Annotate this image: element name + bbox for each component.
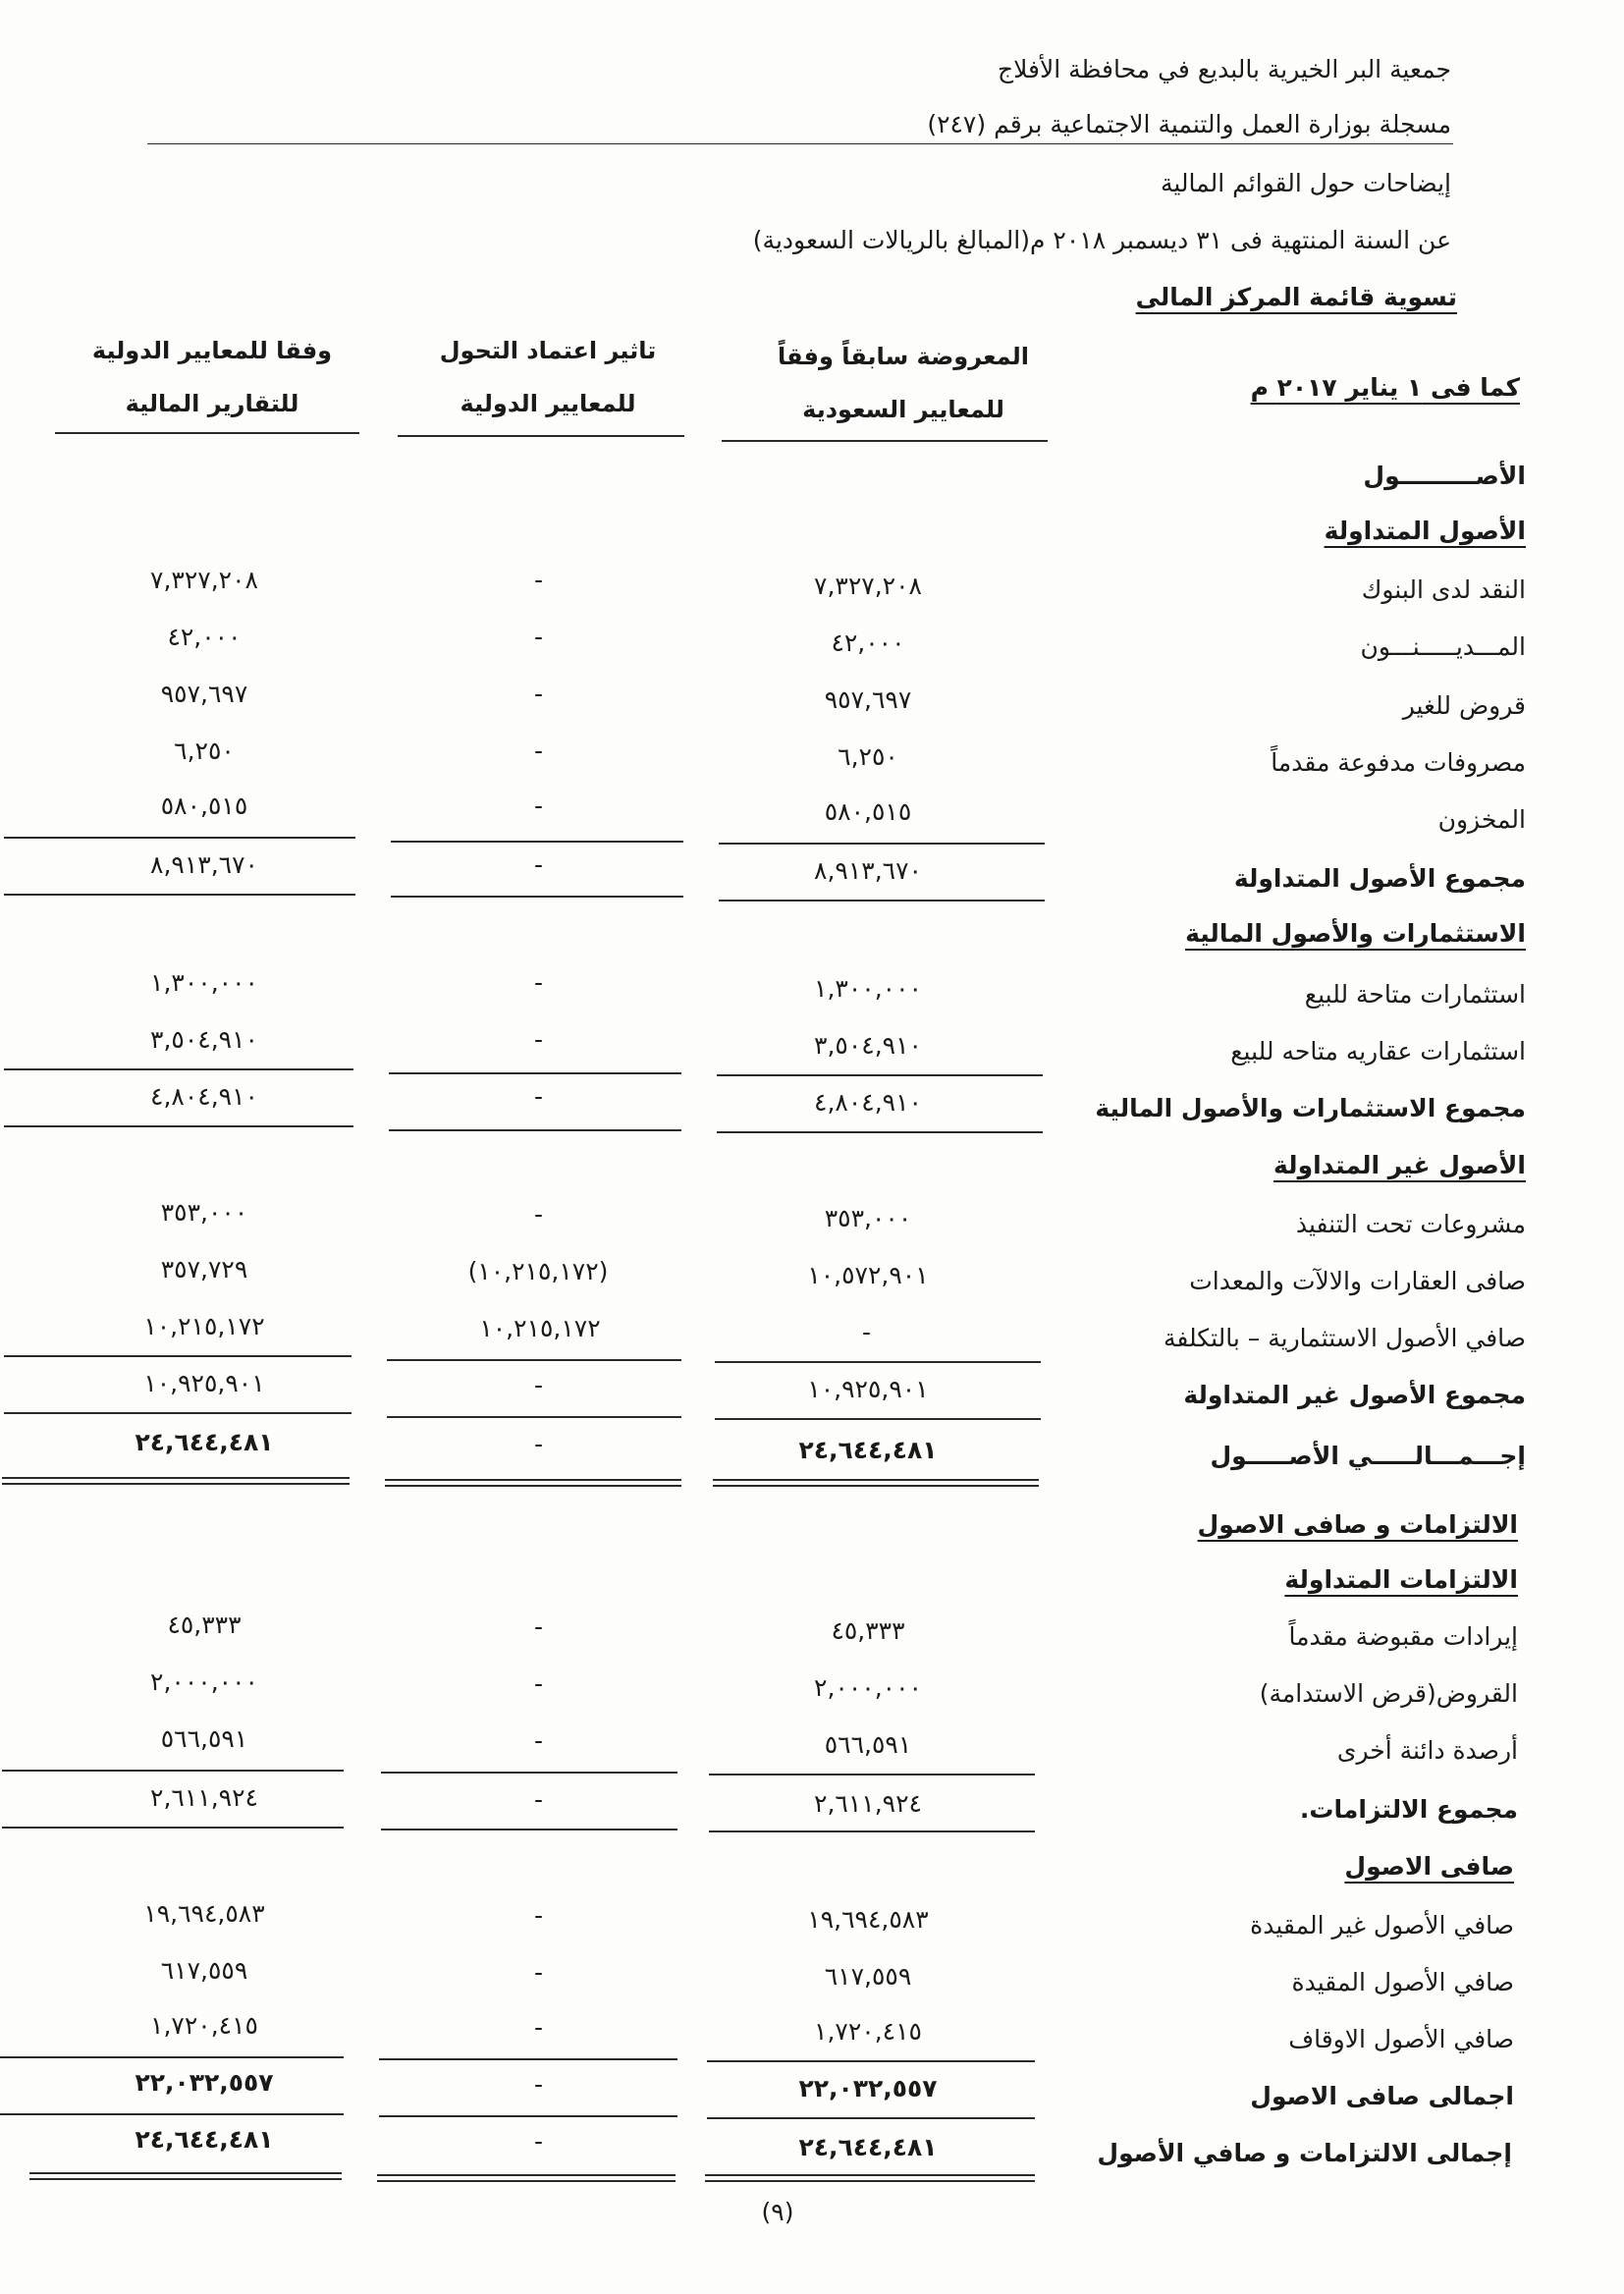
row-label: المخزون [1437,805,1526,834]
row-value-ifrs: ٥٦٦,٥٩١ [160,1724,248,1753]
grand-total-double-rule [385,1479,681,1481]
grand-total-double-rule [377,2180,676,2182]
row-value-transition: - [533,1612,547,1641]
row-label: إيرادات مقبوضة مقدماً [1288,1622,1518,1651]
row-value-ifrs: ٢٢,٠٣٢,٥٥٧ [135,2068,274,2097]
column-header-ifrs-line1: وفقا للمعايير الدولية [91,337,333,364]
row-value-ifrs: ١٠,٩٢٥,٩٠١ [143,1369,265,1397]
subtotal-rule [379,2058,677,2060]
row-label: النقد لدى البنوك [1361,575,1526,604]
row-value-transition: - [533,2070,547,2099]
grand-total-double-rule [385,1485,681,1487]
column-header-transition [391,324,705,430]
row-value-saudi: ٢,٦١١,٩٢٤ [814,1789,922,1818]
row-value-transition: - [533,1726,547,1755]
row-label: مجموع الأصول المتداولة [1233,864,1526,893]
subtotal-rule [4,894,355,896]
row-value-ifrs: ٣٥٣,٠٠٠ [160,1198,248,1227]
section-title: تسوية قائمة المركز المالى [1135,283,1457,311]
row-value-ifrs: ٤٢,٠٠٠ [167,623,242,651]
row-value-ifrs: ١,٧٢٠,٤١٥ [150,2011,258,2040]
subtotal-rule [4,1412,352,1414]
row-value-transition: - [533,1200,547,1229]
grand-total-double-rule [705,2174,1035,2176]
row-value-transition: ١٠,٢١٥,١٧٢ [479,1314,601,1342]
subtotal-rule [387,1359,681,1361]
row-value-transition: - [533,1669,547,1698]
subtotal-rule [4,1125,353,1127]
row-value-transition: - [533,1371,547,1399]
subtotal-rule [719,900,1045,901]
row-value-ifrs: ٨,٩١٣,٦٧٠ [150,850,258,879]
row-value-ifrs: ٦,٢٥٠ [174,737,235,765]
row-value-ifrs: ٢٤,٦٤٤,٤٨١ [135,2125,274,2154]
row-value-saudi: ٢,٠٠٠,٠٠٠ [814,1673,922,1702]
subtotal-rule [379,2115,677,2117]
row-label: صافى الاصول [1344,1852,1514,1881]
row-value-ifrs: ١٩,٦٩٤,٥٨٣ [143,1899,265,1928]
row-value-saudi: ١٠,٥٧٢,٩٠١ [807,1261,929,1289]
row-value-ifrs: ٤٥,٣٣٣ [167,1611,242,1639]
column-header-saudi-line1: المعروضة سابقاً وفقاً [777,343,1029,370]
row-value-saudi: ٤,٨٠٤,٩١٠ [814,1088,922,1117]
row-value-saudi: ٤٥,٣٣٣ [831,1616,905,1645]
row-label: الالتزامات و صافى الاصول [1197,1510,1518,1539]
row-value-saudi: ٣٥٣,٠٠٠ [824,1204,912,1232]
registration-line: مسجلة بوزارة العمل والتنمية الاجتماعية برقم (٢٤٧) [927,110,1451,138]
header-divider [147,143,1453,144]
subtotal-rule [0,2113,344,2115]
grand-total-double-rule [2,1483,350,1485]
subtotal-rule [0,2056,344,2058]
subtotal-rule [389,1129,681,1131]
row-value-transition: - [533,1025,547,1054]
subtotal-rule [387,1416,681,1418]
row-label: الاستثمارات والأصول المالية [1185,919,1526,948]
row-value-transition: - [533,623,547,651]
row-value-transition: - [533,566,547,594]
subtotal-rule [719,843,1045,845]
row-value-saudi: ١,٣٠٠,٠٠٠ [814,974,922,1003]
subtotal-rule [717,1074,1043,1076]
row-label: الأصول غير المتداولة [1273,1151,1526,1179]
subtotal-rule [4,1355,352,1357]
subtotal-rule [381,1772,677,1774]
row-value-ifrs: ٥٨٠,٥١٥ [160,792,248,820]
row-label: مشروعات تحت التنفيذ [1295,1210,1526,1238]
subtotal-rule [4,837,355,839]
grand-total-double-rule [29,2178,342,2180]
grand-total-double-rule [713,1479,1039,1481]
row-value-ifrs: ٣٥٧,٧٢٩ [160,1255,248,1284]
row-value-saudi: ٦١٧,٥٥٩ [824,1962,912,1991]
row-value-transition: - [533,737,547,765]
grand-total-double-rule [713,1485,1039,1487]
row-value-saudi: ٣,٥٠٤,٩١٠ [814,1031,922,1060]
subtotal-rule [2,1827,344,1829]
row-value-saudi: ٩٥٧,٦٩٧ [824,685,912,714]
row-value-saudi: - [861,1318,875,1346]
column-header-underline [55,432,359,434]
as-of-date: كما فى ١ يناير ٢٠١٧ م [1250,373,1520,402]
row-value-ifrs: ١,٣٠٠,٠٠٠ [150,968,258,997]
page-number: (٩) [761,2198,794,2226]
row-value-saudi: ٨,٩١٣,٦٧٠ [814,856,922,885]
row-value-saudi: ١,٧٢٠,٤١٥ [814,2017,922,2046]
grand-total-double-rule [377,2174,676,2176]
period-line: عن السنة المنتهية فى ٣١ ديسمبر ٢٠١٨ م(المبالغ بالريالات السعودية) [752,226,1451,254]
row-value-transition: - [533,1958,547,1987]
subtotal-rule [391,896,683,898]
row-value-ifrs: ٧,٣٢٧,٢٠٨ [150,566,258,594]
row-label: المـــديـــــنـــون [1360,632,1526,661]
subtotal-rule [717,1131,1043,1133]
subtotal-rule [389,1072,681,1074]
row-value-saudi: ٢٤,٦٤٤,٤٨١ [798,1436,938,1464]
row-label: إجـــمـــالـــــي الأصـــــول [1210,1442,1526,1470]
column-header-transition-line2: للمعايير الدولية [460,390,636,417]
row-label: الأصـــــــــول [1363,462,1526,490]
column-header-ifrs-line2: للتقارير المالية [125,390,299,417]
notes-title: إيضاحات حول القوائم المالية [1160,169,1451,197]
row-value-saudi: ٥٦٦,٥٩١ [824,1730,912,1759]
row-label: صافي الأصول المقيدة [1291,1968,1514,1996]
column-header-saudi-line2: للمعايير السعودية [802,396,1004,423]
row-label: الالتزامات المتداولة [1284,1565,1518,1594]
subtotal-rule [709,1830,1035,1832]
row-value-saudi: ٢٤,٦٤٤,٤٨١ [798,2133,938,2161]
row-label: قروض للغير [1402,691,1526,720]
row-label: استثمارات متاحة للبيع [1304,980,1526,1009]
row-value-transition: - [533,850,547,879]
row-label: مجموع الاستثمارات والأصول المالية [1095,1094,1526,1122]
subtotal-rule [715,1361,1041,1363]
row-value-ifrs: ٢,٠٠٠,٠٠٠ [150,1667,258,1696]
grand-total-double-rule [705,2180,1035,2182]
row-value-saudi: ٧,٣٢٧,٢٠٨ [814,572,922,600]
subtotal-rule [381,1829,677,1830]
subtotal-rule [707,2060,1035,2062]
grand-total-double-rule [2,1477,350,1479]
row-value-ifrs: ٣,٥٠٤,٩١٠ [150,1025,258,1054]
row-value-saudi: ١٠,٩٢٥,٩٠١ [807,1375,929,1403]
column-header-saudi [746,330,1060,436]
row-value-transition: - [533,1901,547,1930]
row-value-saudi: ٥٨٠,٥١٥ [824,797,912,826]
row-label: الأصول المتداولة [1324,517,1526,545]
subtotal-rule [709,1774,1035,1775]
row-value-ifrs: ١٠,٢١٥,١٧٢ [143,1312,265,1340]
row-value-transition: - [533,2013,547,2042]
row-label: أرصدة دائنة أخرى [1336,1736,1518,1765]
row-value-transition: - [533,1430,547,1458]
row-value-transition: - [533,2127,547,2156]
column-header-transition-line1: تاثير اعتماد التحول [439,337,657,364]
row-value-ifrs: ٩٥٧,٦٩٧ [160,680,248,708]
subtotal-rule [2,1770,344,1772]
row-label: مجموع الأصول غير المتداولة [1183,1381,1526,1409]
row-value-ifrs: ٢٤,٦٤٤,٤٨١ [135,1428,274,1456]
row-value-transition: - [533,680,547,708]
column-header-underline [722,440,1048,442]
row-label: اجمالى صافى الاصول [1250,2082,1514,2110]
row-value-transition: - [533,968,547,997]
row-label: صافي الأصول الاوقاف [1288,2025,1514,2053]
row-label: استثمارات عقاريه متاحه للبيع [1230,1037,1526,1065]
column-header-ifrs [55,324,369,430]
subtotal-rule [715,1418,1041,1420]
row-label: صافي الأصول الاستثمارية – بالتكلفة [1163,1324,1526,1352]
row-value-saudi: ١٩,٦٩٤,٥٨٣ [807,1905,929,1934]
row-value-transition: - [533,792,547,820]
subtotal-rule [707,2117,1035,2119]
row-value-transition: - [533,1785,547,1814]
row-value-transition: (١٠,٢١٥,١٧٢) [467,1257,609,1285]
row-value-transition: - [533,1082,547,1111]
subtotal-rule [4,1068,353,1070]
column-header-underline [398,435,684,437]
row-label: صافي الأصول غير المقيدة [1250,1911,1514,1939]
row-value-saudi: ٦,٢٥٠ [838,742,898,771]
grand-total-double-rule [29,2172,342,2174]
row-value-ifrs: ٢,٦١١,٩٢٤ [150,1783,258,1812]
row-value-saudi: ٢٢,٠٣٢,٥٥٧ [798,2074,938,2103]
subtotal-rule [391,841,683,843]
row-label: صافى العقارات والالآت والمعدات [1189,1267,1526,1295]
organization-name: جمعية البر الخيرية بالبديع في محافظة الأفلاج [997,55,1451,83]
row-value-ifrs: ٦١٧,٥٥٩ [160,1956,248,1985]
row-label: مصروفات مدفوعة مقدماً [1271,748,1526,777]
row-label: إجمالى الالتزامات و صافي الأصول [1097,2139,1512,2167]
row-value-saudi: ٤٢,٠٠٠ [831,628,905,657]
row-label: مجموع الالتزامات. [1299,1795,1518,1824]
row-label: القروض(قرض الاستدامة) [1259,1679,1518,1708]
row-value-ifrs: ٤,٨٠٤,٩١٠ [150,1082,258,1111]
